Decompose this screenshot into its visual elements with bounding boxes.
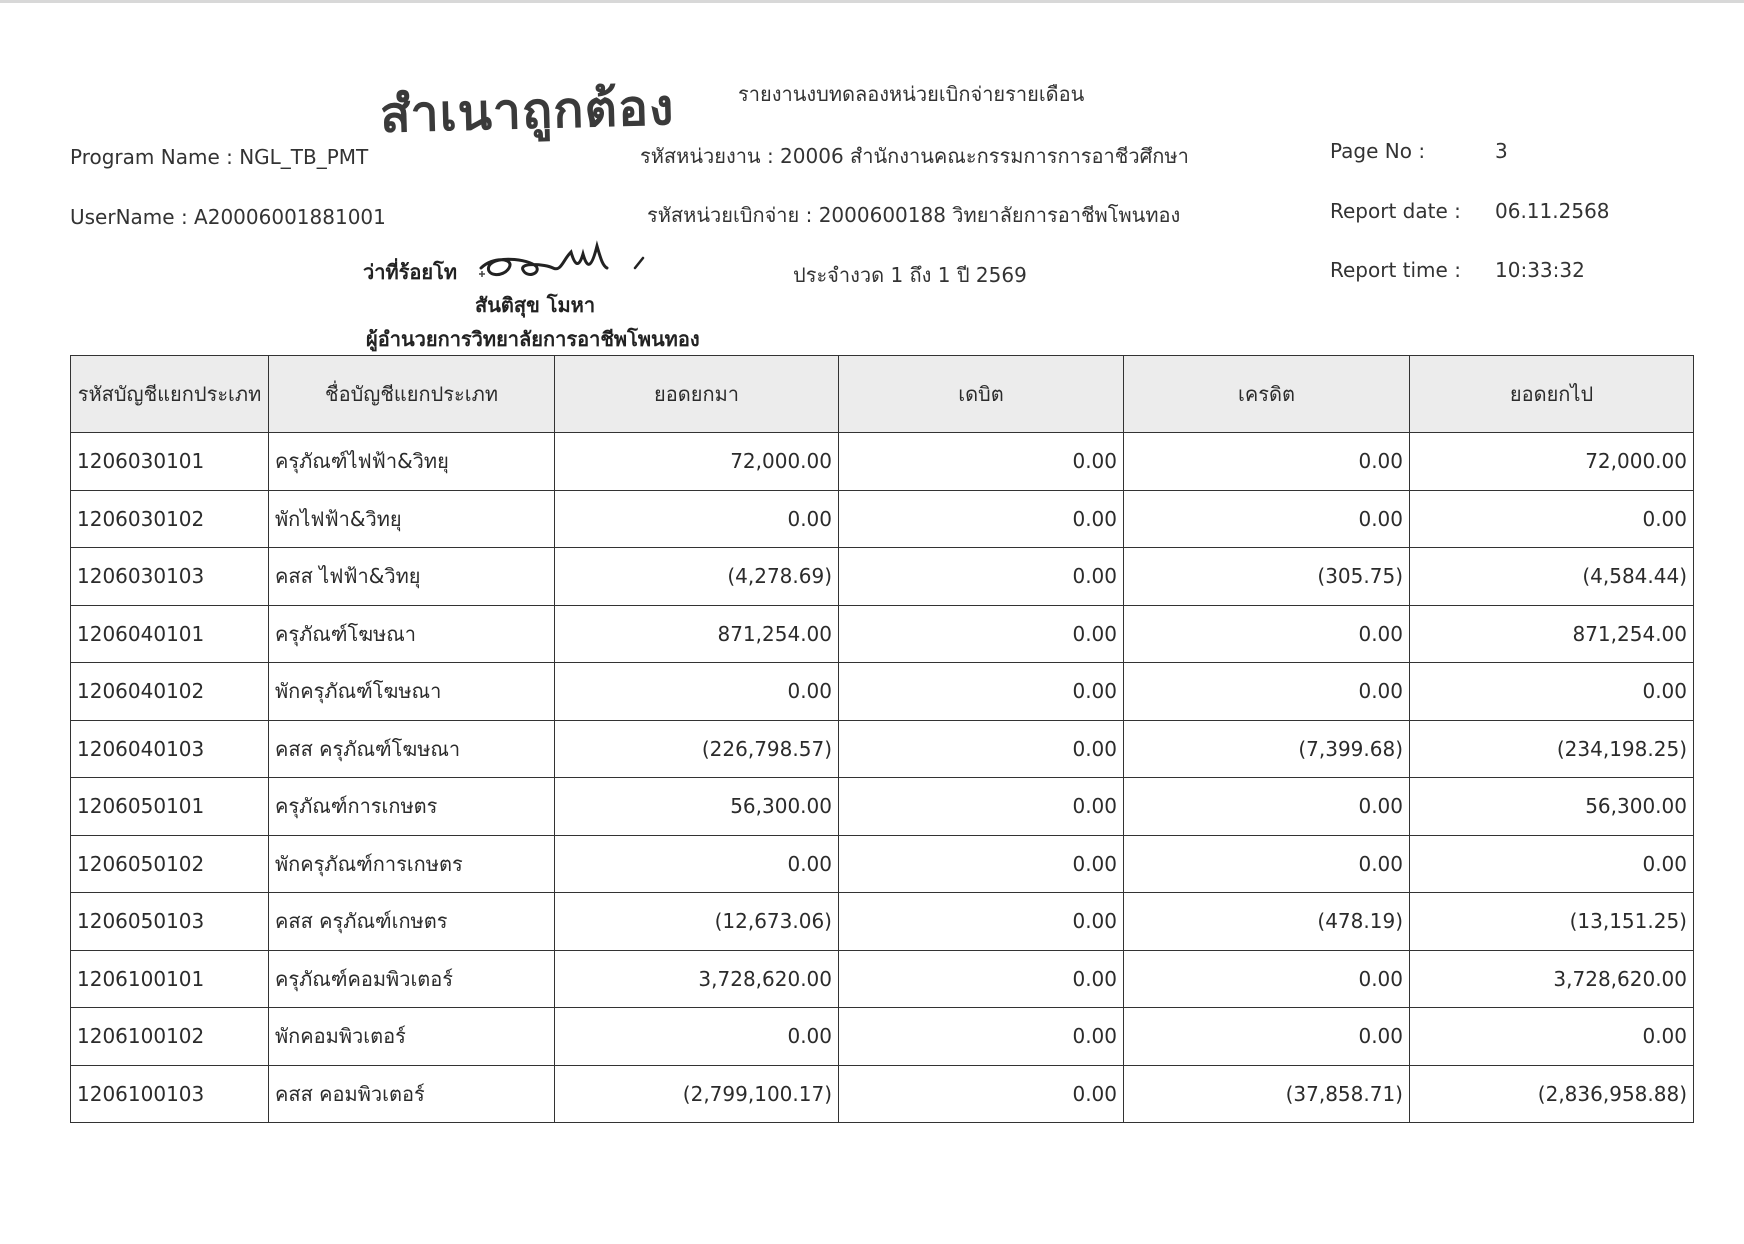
- cell-debit: 0.00: [839, 1065, 1124, 1123]
- cell-account-code: 1206040103: [71, 720, 269, 778]
- cell-credit: (478.19): [1124, 893, 1410, 951]
- cell-debit: 0.00: [839, 548, 1124, 606]
- cell-account-code: 1206030103: [71, 548, 269, 606]
- cell-balance-carried: 3,728,620.00: [1410, 950, 1694, 1008]
- cell-account-name: พักครุภัณฑ์การเกษตร: [269, 835, 555, 893]
- cell-credit: 0.00: [1124, 950, 1410, 1008]
- cell-credit: (305.75): [1124, 548, 1410, 606]
- cell-debit: 0.00: [839, 835, 1124, 893]
- cell-balance-carried: 72,000.00: [1410, 433, 1694, 491]
- cell-account-name: คสส คอมพิวเตอร์: [269, 1065, 555, 1123]
- cell-credit: 0.00: [1124, 1008, 1410, 1066]
- cell-debit: 0.00: [839, 950, 1124, 1008]
- cell-account-name: คสส ครุภัณฑ์เกษตร: [269, 893, 555, 951]
- table-row: [71, 778, 1694, 836]
- report-time: 10:33:32: [1495, 258, 1585, 282]
- cell-account-code: 1206040102: [71, 663, 269, 721]
- disbursement-unit: รหัสหน่วยเบิกจ่าย : 2000600188 วิทยาลัยการอาชีพโพนทอง: [647, 203, 1181, 227]
- cell-balance-forward: 871,254.00: [555, 605, 839, 663]
- cell-account-name: พักคอมพิวเตอร์: [269, 1008, 555, 1066]
- cell-balance-forward: 0.00: [555, 663, 839, 721]
- table-row: [71, 1065, 1694, 1123]
- cell-debit: 0.00: [839, 663, 1124, 721]
- table-row: [71, 835, 1694, 893]
- cell-balance-carried: 0.00: [1410, 835, 1694, 893]
- cell-balance-forward: 0.00: [555, 1008, 839, 1066]
- cell-balance-carried: 0.00: [1410, 490, 1694, 548]
- cell-account-code: 1206100101: [71, 950, 269, 1008]
- cell-balance-carried: 871,254.00: [1410, 605, 1694, 663]
- cell-balance-carried: (234,198.25): [1410, 720, 1694, 778]
- cell-balance-forward: 56,300.00: [555, 778, 839, 836]
- cell-account-code: 1206040101: [71, 605, 269, 663]
- table-row: [71, 490, 1694, 548]
- certifier-rank: ว่าที่ร้อยโท: [363, 260, 458, 284]
- cell-credit: 0.00: [1124, 778, 1410, 836]
- header-balance-forward: ยอดยกมา: [555, 356, 839, 433]
- cell-account-name: คสส ไฟฟ้า&วิทยุ: [269, 548, 555, 606]
- cell-account-code: 1206030101: [71, 433, 269, 491]
- cell-balance-forward: (4,278.69): [555, 548, 839, 606]
- cell-debit: 0.00: [839, 605, 1124, 663]
- cell-balance-carried: 0.00: [1410, 663, 1694, 721]
- cell-debit: 0.00: [839, 433, 1124, 491]
- cell-balance-forward: 3,728,620.00: [555, 950, 839, 1008]
- cell-account-name: ครุภัณฑ์โฆษณา: [269, 605, 555, 663]
- cell-account-code: 1206050101: [71, 778, 269, 836]
- table-row: [71, 1008, 1694, 1066]
- report-date-label: Report date :: [1330, 199, 1461, 223]
- report-time-label: Report time :: [1330, 258, 1461, 282]
- header-balance-carried: ยอดยกไป: [1410, 356, 1694, 433]
- cell-account-name: พักไฟฟ้า&วิทยุ: [269, 490, 555, 548]
- header-account-code: รหัสบัญชีแยกประเภท: [71, 356, 269, 433]
- cell-account-name: ครุภัณฑ์การเกษตร: [269, 778, 555, 836]
- certifier-position: ผู้อำนวยการวิทยาลัยการอาชีพโพนทอง: [366, 327, 700, 351]
- certified-copy-stamp: สำเนาถูกต้อง: [379, 77, 676, 144]
- cell-debit: 0.00: [839, 1008, 1124, 1066]
- cell-balance-forward: (12,673.06): [555, 893, 839, 951]
- header-account-name: ชื่อบัญชีแยกประเภท: [269, 356, 555, 433]
- cell-account-code: 1206100102: [71, 1008, 269, 1066]
- report-title: รายงานงบทดลองหน่วยเบิกจ่ายรายเดือน: [738, 82, 1085, 106]
- table-header-row: [71, 356, 1694, 433]
- cell-balance-carried: (4,584.44): [1410, 548, 1694, 606]
- cell-balance-forward: 0.00: [555, 490, 839, 548]
- program-name: Program Name : NGL_TB_PMT: [70, 145, 369, 169]
- table-row: [71, 433, 1694, 491]
- cell-debit: 0.00: [839, 893, 1124, 951]
- cell-balance-forward: (226,798.57): [555, 720, 839, 778]
- cell-account-code: 1206050103: [71, 893, 269, 951]
- cell-balance-carried: (13,151.25): [1410, 893, 1694, 951]
- cell-credit: 0.00: [1124, 835, 1410, 893]
- cell-debit: 0.00: [839, 778, 1124, 836]
- cell-account-name: ครุภัณฑ์ไฟฟ้า&วิทยุ: [269, 433, 555, 491]
- cell-balance-carried: (2,836,958.88): [1410, 1065, 1694, 1123]
- scan-edge: [0, 0, 1744, 3]
- cell-credit: 0.00: [1124, 605, 1410, 663]
- agency-code: รหัสหน่วยงาน : 20006 สำนักงานคณะกรรมการการอาชีวศึกษา: [640, 144, 1189, 168]
- header-debit: เดบิต: [839, 356, 1124, 433]
- cell-balance-carried: 56,300.00: [1410, 778, 1694, 836]
- table-row: [71, 605, 1694, 663]
- cell-account-code: 1206100103: [71, 1065, 269, 1123]
- cell-debit: 0.00: [839, 720, 1124, 778]
- report-date: 06.11.2568: [1495, 199, 1610, 223]
- cell-credit: 0.00: [1124, 663, 1410, 721]
- table-row: [71, 663, 1694, 721]
- report-period: ประจำงวด 1 ถึง 1 ปี 2569: [793, 263, 1027, 287]
- table-row: [71, 720, 1694, 778]
- cell-account-name: ครุภัณฑ์คอมพิวเตอร์: [269, 950, 555, 1008]
- table-row: [71, 548, 1694, 606]
- cell-credit: (7,399.68): [1124, 720, 1410, 778]
- cell-account-name: พักครุภัณฑ์โฆษณา: [269, 663, 555, 721]
- handwritten-signature: [475, 238, 665, 286]
- cell-balance-carried: 0.00: [1410, 1008, 1694, 1066]
- cell-account-name: คสส ครุภัณฑ์โฆษณา: [269, 720, 555, 778]
- cell-balance-forward: 72,000.00: [555, 433, 839, 491]
- cell-balance-forward: 0.00: [555, 835, 839, 893]
- cell-credit: (37,858.71): [1124, 1065, 1410, 1123]
- trial-balance-table: [70, 355, 1694, 1123]
- cell-account-code: 1206030102: [71, 490, 269, 548]
- cell-balance-forward: (2,799,100.17): [555, 1065, 839, 1123]
- table-row: [71, 950, 1694, 1008]
- table-row: [71, 893, 1694, 951]
- cell-credit: 0.00: [1124, 433, 1410, 491]
- certifier-name: สันติสุข โมหา: [475, 293, 596, 317]
- cell-credit: 0.00: [1124, 490, 1410, 548]
- header-credit: เครดิต: [1124, 356, 1410, 433]
- user-name: UserName : A20006001881001: [70, 205, 386, 229]
- cell-account-code: 1206050102: [71, 835, 269, 893]
- cell-debit: 0.00: [839, 490, 1124, 548]
- page-no: 3: [1495, 139, 1508, 163]
- page-no-label: Page No :: [1330, 139, 1426, 163]
